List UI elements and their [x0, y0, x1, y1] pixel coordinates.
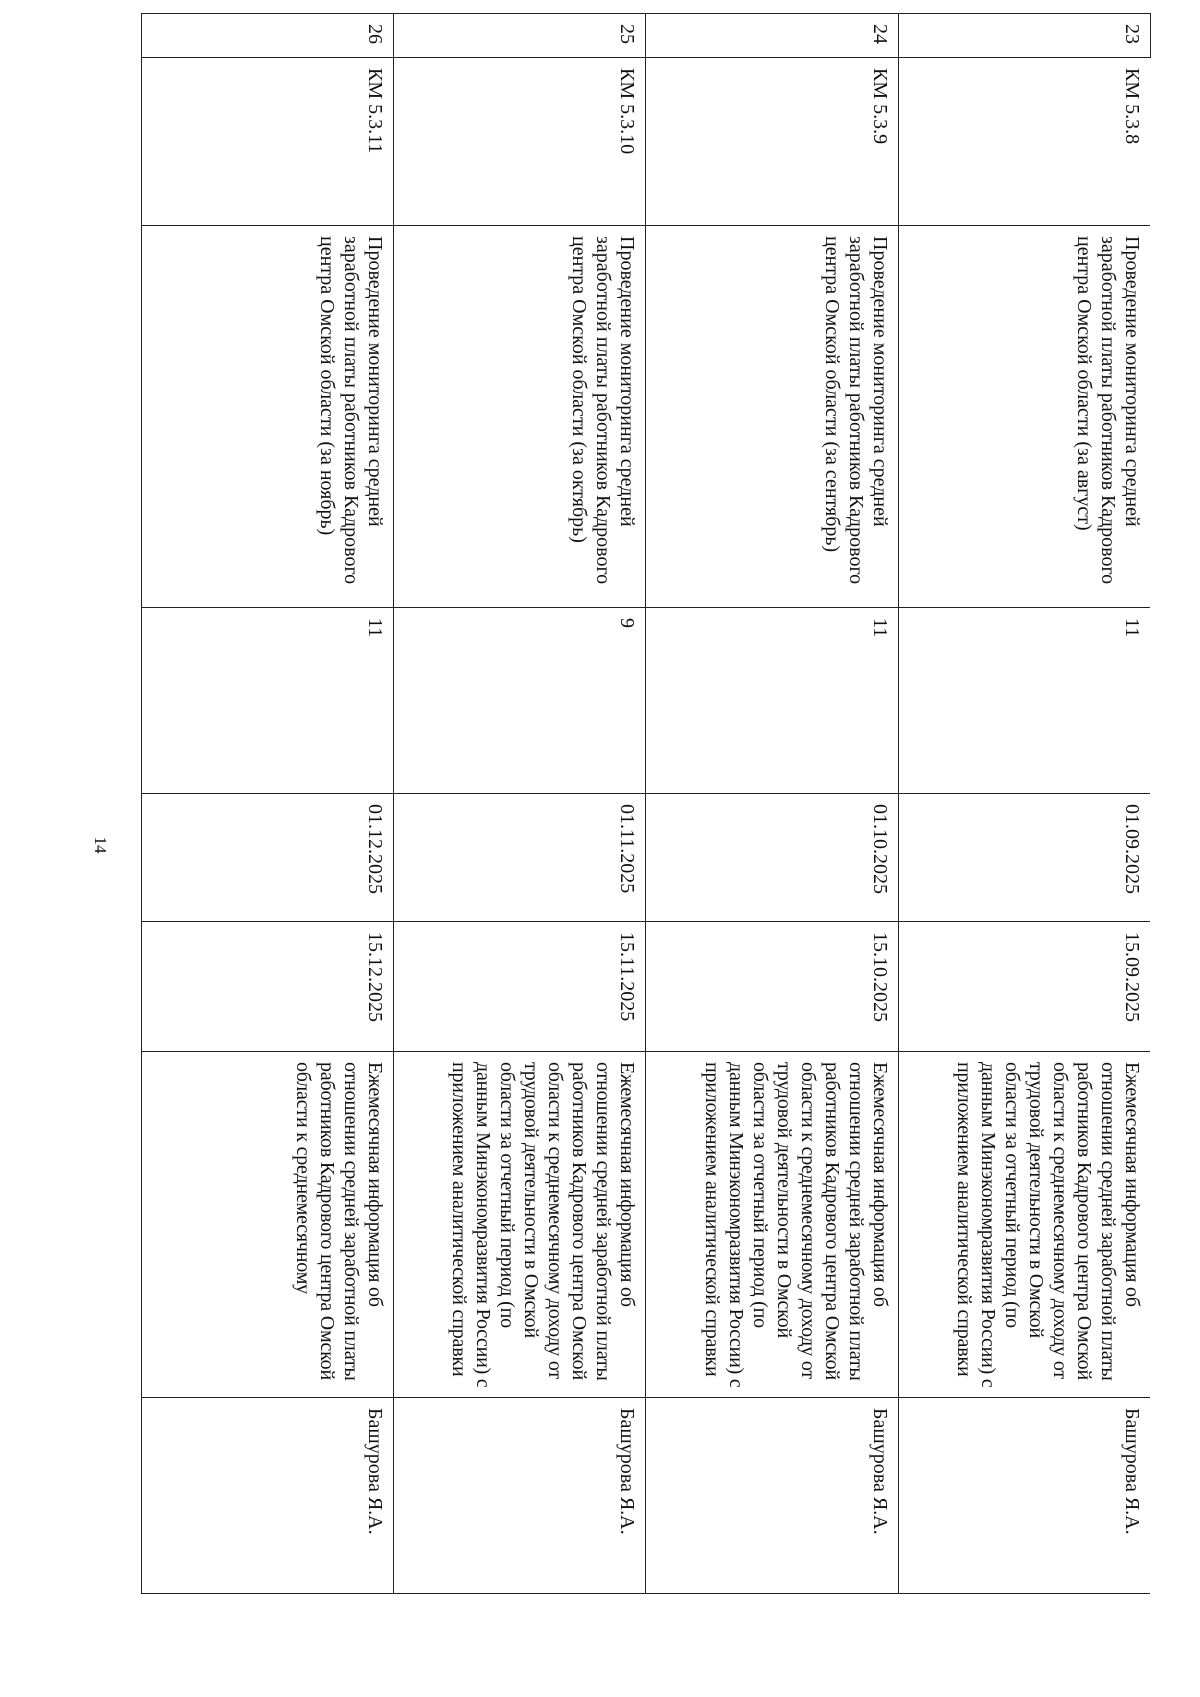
count-value: 11: [142, 608, 394, 794]
count-value: 11: [898, 608, 1150, 794]
row-number: 26: [142, 14, 394, 58]
control-point-code: КМ 5.3.8: [898, 58, 1150, 226]
end-date: 15.11.2025: [394, 922, 646, 1052]
result-description: Ежемесячная информация об отношении средней заработной платы работников Кадрового центра Омской области к среднемесячному доходу от трудовой деятельности в Омской области за отчетный период (по данным Минэкономразвития России) с приложением аналитической справки: [394, 1052, 646, 1398]
task-description: Проведение мониторинга средней заработной платы работников Кадрового центра Омской области (за ноябрь): [142, 226, 394, 608]
result-description: Ежемесячная информация об отношении средней заработной платы работников Кадрового центра Омской области к среднемесячному доходу от трудовой деятельности в Омской области за отчетный период (по данным Минэкономразвития России) с приложением аналитической справки: [898, 1052, 1150, 1398]
count-value: 9: [394, 608, 646, 794]
result-description: Ежемесячная информация об отношении средней заработной платы работников Кадрового центра Омской области к среднемесячному: [142, 1052, 394, 1398]
result-description: Ежемесячная информация об отношении средней заработной платы работников Кадрового центра Омской области к среднемесячному доходу от трудовой деятельности в Омской области за отчетный период (по данным Минэкономразвития России) с приложением аналитической справки: [646, 1052, 898, 1398]
start-date: 01.12.2025: [142, 794, 394, 922]
responsible-person: Башурова Я.А.: [646, 1398, 898, 1594]
document-table-rotated: [141, 13, 1151, 1535]
task-description: Проведение мониторинга средней заработной платы работников Кадрового центра Омской области (за октябрь): [394, 226, 646, 608]
responsible-person: Башурова Я.А.: [898, 1398, 1150, 1594]
start-date: 01.09.2025: [898, 794, 1150, 922]
start-date: 01.10.2025: [646, 794, 898, 922]
task-description: Проведение мониторинга средней заработной платы работников Кадрового центра Омской области (за август): [898, 226, 1150, 608]
control-point-code: КМ 5.3.9: [646, 58, 898, 226]
table-row: [898, 14, 1150, 1594]
responsible-person: Башурова Я.А.: [394, 1398, 646, 1594]
end-date: 15.09.2025: [898, 922, 1150, 1052]
monitoring-table: [141, 13, 1151, 1594]
table-row: [142, 14, 394, 1594]
end-date: 15.12.2025: [142, 922, 394, 1052]
start-date: 01.11.2025: [394, 794, 646, 922]
control-point-code: КМ 5.3.11: [142, 58, 394, 226]
control-point-code: КМ 5.3.10: [394, 58, 646, 226]
responsible-person: Башурова Я.А.: [142, 1398, 394, 1594]
count-value: 11: [646, 608, 898, 794]
page-number: 14: [91, 836, 110, 854]
row-number: 23: [898, 14, 1150, 58]
task-description: Проведение мониторинга средней заработной платы работников Кадрового центра Омской области (за сентябрь): [646, 226, 898, 608]
table-row: [646, 14, 898, 1594]
row-number: 24: [646, 14, 898, 58]
end-date: 15.10.2025: [646, 922, 898, 1052]
table-row: [394, 14, 646, 1594]
row-number: 25: [394, 14, 646, 58]
